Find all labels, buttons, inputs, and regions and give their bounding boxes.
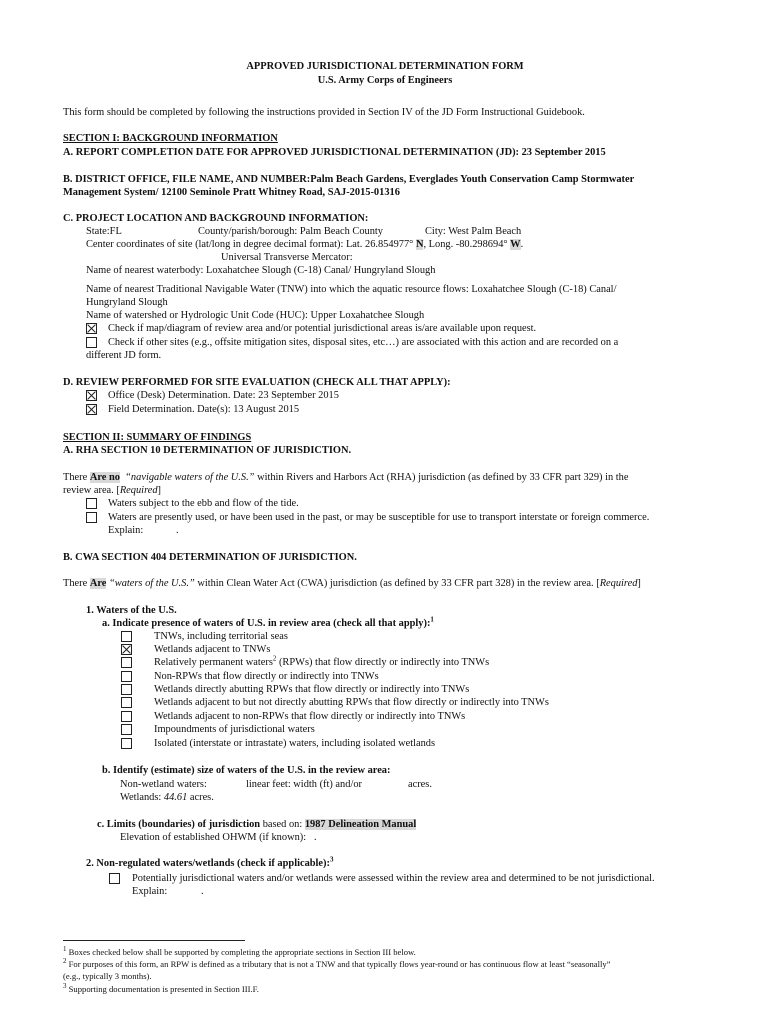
- county-field: County/parish/borough: Palm Beach County: [198, 226, 383, 237]
- acres-label: acres.: [408, 779, 432, 790]
- commerce-label: Waters are presently used, or have been used in the past, or may be susceptible for use to transport interstate or foreign commerce.: [108, 512, 650, 523]
- long-direction: W: [510, 239, 521, 250]
- limits-based-on: based on:: [260, 819, 305, 830]
- adjacent-non-rpws-label: Wetlands adjacent to non-RPWs that flow directly or indirectly into TNWs: [154, 711, 466, 722]
- commerce-checkbox[interactable]: [86, 512, 97, 523]
- footnote-3-text: Supporting documentation is presented in Section III.F.: [66, 984, 259, 994]
- district-office-line2: Management System/ 12100 Seminole Pratt Whitney Road, SAJ-2015-01316: [63, 187, 400, 198]
- nearest-waterbody: Name of nearest waterbody: Loxahatchee Slough (C-18) Canal/ Hungryland Slough: [86, 265, 436, 276]
- non-regulated-heading: [86, 857, 333, 870]
- isolated-waters-checkbox[interactable]: [121, 738, 132, 749]
- waters-of-us-heading: 1. Waters of the U.S.: [86, 605, 177, 616]
- other-sites-label-line2: different JD form.: [86, 350, 162, 361]
- state-field: State:FL: [86, 226, 122, 237]
- field-determination-label: Field Determination. Date(s): 13 August 2015: [108, 404, 300, 415]
- cwa-required: Required: [599, 578, 638, 589]
- office-determination-label: Office (Desk) Determination. Date: 23 September 2015: [108, 390, 339, 401]
- section-2-heading: SECTION II: SUMMARY OF FINDINGS: [63, 432, 252, 443]
- coords-long: , Long. -80.298694°: [423, 239, 508, 250]
- non-regulated-explain-value[interactable]: .: [201, 886, 204, 897]
- presence-heading: [102, 617, 434, 630]
- limits-heading: c. Limits (boundaries) of jurisdiction: [97, 819, 261, 830]
- rha-statement-line2: [63, 484, 161, 497]
- rpws-rest: (RPWs) that flow directly or indirectly into TNWs: [276, 657, 490, 668]
- tnws-label: TNWs, including territorial seas: [154, 631, 288, 642]
- cwa-waters: “waters of the U.S.”: [108, 578, 195, 589]
- delineation-manual: 1987 Delineation Manual: [304, 819, 417, 830]
- cwa-there: There: [63, 578, 90, 589]
- adjacent-non-rpws-checkbox[interactable]: [121, 711, 132, 722]
- size-heading: b. Identify (estimate) size of waters of the U.S. in the review area:: [102, 765, 391, 776]
- rha-bracket: ]: [157, 485, 161, 496]
- potentially-jurisdictional-label: Potentially jurisdictional waters and/or wetlands were assessed within the review area and determined to be not jurisdictional.: [132, 873, 655, 884]
- city-field: City: West Palm Beach: [425, 226, 522, 237]
- center-coordinates: [86, 238, 523, 251]
- map-checkbox[interactable]: [86, 323, 97, 334]
- footnote-2-number: 2: [63, 957, 67, 966]
- non-wetland-label: Non-wetland waters:: [120, 779, 207, 790]
- isolated-waters-label: Isolated (interstate or intrastate) waters, including isolated wetlands: [154, 738, 436, 749]
- cwa-rest: within Clean Water Act (CWA) jurisdiction (as defined by 33 CFR part 328) in the review area. [: [194, 578, 600, 589]
- potentially-jurisdictional-checkbox[interactable]: [109, 873, 120, 884]
- other-sites-checkbox[interactable]: [86, 337, 97, 348]
- office-determination-checkbox[interactable]: [86, 390, 97, 401]
- footnote-1: [63, 947, 416, 958]
- other-sites-label-line1: Check if other sites (e.g., offsite mitigation sites, disposal sites, etc…) are associated with this action and are recorded on a: [108, 337, 619, 348]
- rha-required: Required: [119, 485, 158, 496]
- huc-field: Name of watershed or Hydrologic Unit Code (HUC): Upper Loxahatchee Slough: [86, 310, 425, 321]
- project-location-heading: C. PROJECT LOCATION AND BACKGROUND INFORMATION:: [63, 213, 369, 224]
- nearest-tnw-line2: Hungryland Slough: [86, 297, 168, 308]
- field-determination-checkbox[interactable]: [86, 404, 97, 415]
- form-title: APPROVED JURISDICTIONAL DETERMINATION FORM: [246, 61, 524, 72]
- form-subtitle: U.S. Army Corps of Engineers: [317, 75, 453, 86]
- rpws-label: [154, 656, 489, 669]
- utm-field: Universal Transverse Mercator:: [221, 252, 353, 263]
- footnote-ref-3: 3: [329, 855, 334, 864]
- adjacent-not-abutting-checkbox[interactable]: [121, 697, 132, 708]
- rha-statement-line1: [63, 471, 628, 484]
- intro-text: This form should be completed by following the instructions provided in Section IV of the JD Form Instructional Guidebook.: [63, 107, 585, 118]
- map-checkbox-label: Check if map/diagram of review area and/or potential jurisdictional areas is/are available upon request.: [108, 323, 537, 334]
- section-1-heading: SECTION I: BACKGROUND INFORMATION: [63, 133, 278, 144]
- coords-end: .: [520, 239, 524, 250]
- limits-line: [97, 818, 416, 831]
- rpws-text: Relatively permanent waters: [154, 657, 273, 668]
- presence-text: a. Indicate presence of waters of U.S. in review area (check all that apply):: [102, 618, 431, 629]
- footnote-3-number: 3: [63, 982, 67, 991]
- wetlands-unit: acres.: [187, 792, 214, 803]
- wetlands-label: Wetlands:: [120, 792, 164, 803]
- tnws-checkbox[interactable]: [121, 631, 132, 642]
- footnote-1-text: Boxes checked below shall be supported by completing the appropriate sections in Section III below.: [66, 947, 416, 957]
- non-rpws-label: Non-RPWs that flow directly or indirectly into TNWs: [154, 671, 379, 682]
- review-performed-heading: D. REVIEW PERFORMED FOR SITE EVALUATION (CHECK ALL THAT APPLY):: [63, 377, 451, 388]
- ohwm-label: Elevation of established OHWM (if known):: [120, 832, 307, 843]
- footnote-1-number: 1: [63, 945, 67, 954]
- impoundments-label: Impoundments of jurisdictional waters: [154, 724, 315, 735]
- non-regulated-text: 2. Non-regulated waters/wetlands (check if applicable):: [86, 858, 330, 869]
- footnote-2-text: For purposes of this form, an RPW is defined as a tributary that is not a TNW and that typically flows year-round or has continuous flow at least “seasonally”: [66, 959, 611, 969]
- ebb-flow-label: Waters subject to the ebb and flow of the tide.: [108, 498, 299, 509]
- non-rpws-checkbox[interactable]: [121, 671, 132, 682]
- rha-navigable: “navigable waters of the U.S.”: [125, 472, 255, 483]
- footnote-3: [63, 984, 259, 995]
- abutting-rpws-label: Wetlands directly abutting RPWs that flow directly or indirectly into TNWs: [154, 684, 470, 695]
- coords-text: Center coordinates of site (lat/long in degree decimal format): Lat. 26.854977°: [86, 239, 414, 250]
- rha-are-no: Are no: [89, 472, 120, 483]
- cwa-heading: B. CWA SECTION 404 DETERMINATION OF JURISDICTION.: [63, 552, 357, 563]
- rha-there: There: [63, 472, 90, 483]
- footnote-2: [63, 959, 610, 970]
- district-office-line1: B. DISTRICT OFFICE, FILE NAME, AND NUMBER:Palm Beach Gardens, Everglades Youth Conservation Camp Stormwater: [63, 174, 635, 185]
- rpws-checkbox[interactable]: [121, 657, 132, 668]
- cwa-statement: [63, 577, 641, 590]
- ebb-flow-checkbox[interactable]: [86, 498, 97, 509]
- cwa-bracket: ]: [637, 578, 641, 589]
- rha-explain-value[interactable]: .: [176, 525, 179, 536]
- footnote-2-cont: (e.g., typically 3 months).: [63, 971, 152, 981]
- rha-rest: within Rivers and Harbors Act (RHA) jurisdiction (as defined by 33 CFR part 329) in the: [254, 472, 629, 483]
- abutting-rpws-checkbox[interactable]: [121, 684, 132, 695]
- lat-direction: N: [415, 239, 424, 250]
- non-regulated-explain-label: Explain:: [132, 886, 168, 897]
- rha-explain-label: Explain:: [108, 525, 144, 536]
- linear-feet-label: linear feet: width (ft) and/or: [246, 779, 362, 790]
- wetlands-acres: [120, 791, 214, 804]
- impoundments-checkbox[interactable]: [121, 724, 132, 735]
- rha-review-area: review area. [: [63, 485, 120, 496]
- wetlands-value: 44.61: [163, 792, 188, 803]
- rha-heading: A. RHA SECTION 10 DETERMINATION OF JURISDICTION.: [63, 445, 352, 456]
- ohwm-value[interactable]: .: [314, 832, 317, 843]
- cwa-are: Are: [89, 578, 107, 589]
- adjacent-not-abutting-label: Wetlands adjacent to but not directly abutting RPWs that flow directly or indirectly into TNWs: [154, 697, 549, 708]
- wetlands-adjacent-tnws-label: Wetlands adjacent to TNWs: [154, 644, 271, 655]
- wetlands-adjacent-tnws-checkbox[interactable]: [121, 644, 132, 655]
- footnote-ref-1: 1: [430, 615, 434, 624]
- report-date: A. REPORT COMPLETION DATE FOR APPROVED JURISDICTIONAL DETERMINATION (JD): 23 September 2015: [63, 147, 606, 158]
- footnote-divider: [63, 940, 245, 941]
- nearest-tnw-line1: Name of nearest Traditional Navigable Water (TNW) into which the aquatic resource flows: Loxahatchee Slough (C-18) Canal/: [86, 284, 617, 295]
- footnote-ref-2: 2: [272, 654, 277, 663]
